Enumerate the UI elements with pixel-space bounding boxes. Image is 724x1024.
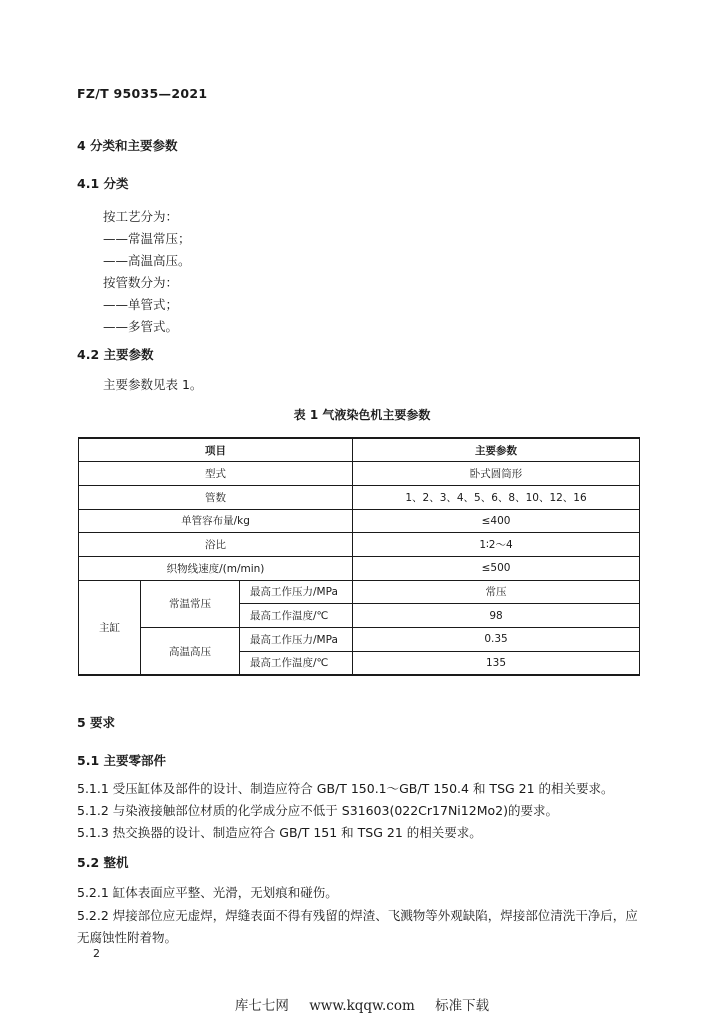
requirement-item: 5.1.2 与染液接触部位材质的化学成分应不低于 S31603(022Cr17Ni12Mo2)的要求。 [77,803,558,818]
row-value: 1、2、3、4、5、6、8、10、12、16 [353,485,640,509]
classification-line: ——高温高压。 [103,253,191,268]
row-item: 最高工作温度/℃ [240,604,353,628]
parameters-table [78,437,640,676]
requirement-item: 5.2.2 焊接部位应无虚焊，焊缝表面不得有残留的焊渣、飞溅物等外观缺陷，焊接部位清洗干净后，应 [77,908,638,923]
table-row [79,556,640,580]
classification-line: ——单管式； [103,297,179,312]
row-value: 卧式圆筒形 [353,462,640,486]
classification-line: ——多管式。 [103,319,179,334]
requirement-item-continued: 无腐蚀性附着物。 [77,930,178,945]
row-value: 常压 [353,580,640,604]
requirement-item: 5.1.3 热交换器的设计、制造应符合 GB/T 151 和 TSG 21 的相关要求。 [77,825,482,840]
row-value: 135 [353,651,640,675]
section-4-1-heading: 4.1 分类 [77,176,129,191]
row-item: 最高工作压力/MPa [240,580,353,604]
classification-line: ——常温常压； [103,231,191,246]
row-item: 织物线速度/(m/min) [79,556,353,580]
section-5-1-heading: 5.1 主要零部件 [77,753,166,768]
header-param: 主要参数 [353,438,640,462]
footer-tag: 标准下载 [435,998,490,1014]
group-name: 高温高压 [141,628,240,676]
classification-line: 按管数分为： [103,275,179,290]
table-row [79,533,640,557]
section-5-heading: 5 要求 [77,715,116,730]
row-item: 单管容布量/kg [79,509,353,533]
requirement-item: 5.2.1 缸体表面应平整、光滑，无划痕和碰伤。 [77,885,338,900]
row-value: 1∶2～4 [353,533,640,557]
table-row [79,485,640,509]
row-item: 浴比 [79,533,353,557]
row-item: 型式 [79,462,353,486]
footer-site-name: 库七七网 [234,998,289,1014]
row-item: 管数 [79,485,353,509]
row-value: 0.35 [353,628,640,652]
footer-url: www.kqqw.com [309,998,415,1014]
classification-line: 按工艺分为： [103,209,179,224]
table-row [79,580,640,604]
row-item: 最高工作压力/MPa [240,628,353,652]
table-row [79,462,640,486]
table-row [79,628,640,652]
row-value: ≤500 [353,556,640,580]
section-4-heading: 4 分类和主要参数 [77,138,178,153]
row-value: 98 [353,604,640,628]
section-5-2-heading: 5.2 整机 [77,855,129,870]
table-row [79,509,640,533]
row-item: 最高工作温度/℃ [240,651,353,675]
header-item: 项目 [79,438,353,462]
group-name: 常温常压 [141,580,240,627]
parameters-intro: 主要参数见表 1。 [103,377,203,392]
table-caption: 表 1 气液染色机主要参数 [293,408,431,422]
section-4-2-heading: 4.2 主要参数 [77,347,154,362]
table-header-row [79,438,640,462]
standard-number: FZ/T 95035—2021 [77,86,208,101]
page-number: 2 [93,947,100,960]
main-vat-label: 主缸 [79,580,141,675]
row-value: ≤400 [353,509,640,533]
footer-watermark [0,994,724,1014]
requirement-item: 5.1.1 受压缸体及部件的设计、制造应符合 GB/T 150.1～GB/T 150.4 和 TSG 21 的相关要求。 [77,781,614,796]
